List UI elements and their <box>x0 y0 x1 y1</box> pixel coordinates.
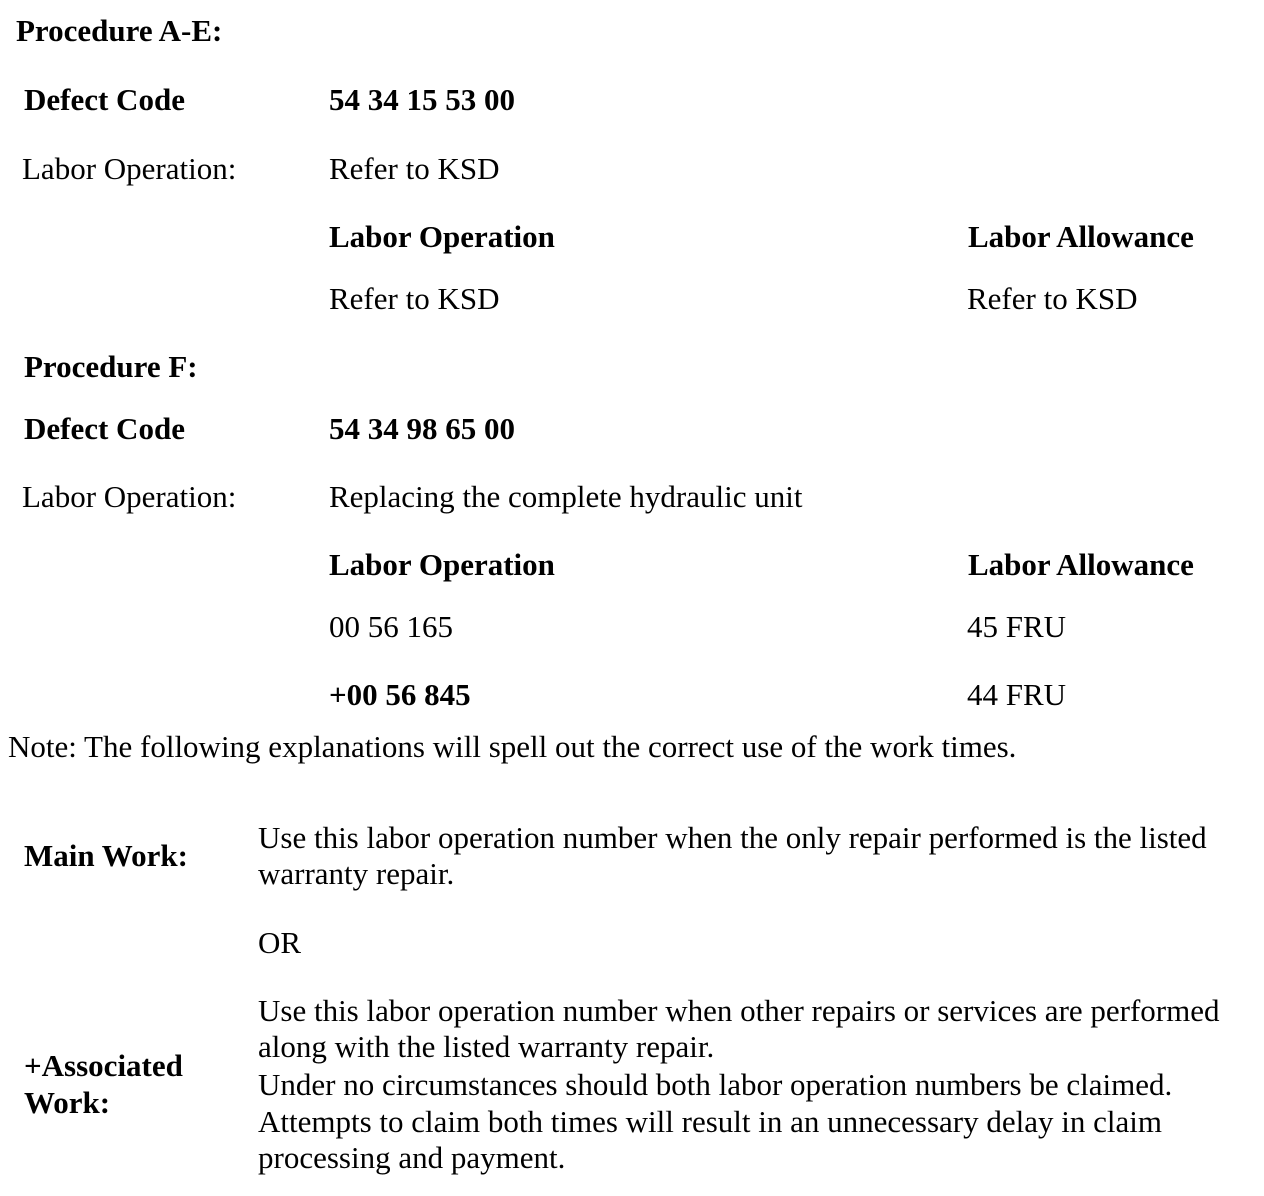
table-header-allowance: Labor Allowance <box>968 547 1194 582</box>
note-text: Note: The following explanations will spell out the correct use of the work times. <box>8 729 1017 764</box>
labor-operation-value: Refer to KSD <box>329 151 500 186</box>
table-cell-allowance: 44 FRU <box>967 677 1067 712</box>
associated-work-label-line2: Work: <box>24 1085 111 1120</box>
procedure-ae-title: Procedure A-E: <box>16 13 223 48</box>
defect-code-value: 54 34 15 53 00 <box>329 82 515 117</box>
table-cell-operation: +00 56 845 <box>329 677 471 712</box>
table-header-operation: Labor Operation <box>329 219 555 254</box>
defect-code-label: Defect Code <box>24 82 185 117</box>
main-work-label: Main Work: <box>24 838 188 873</box>
defect-code-label: Defect Code <box>24 411 185 446</box>
table-cell-allowance: Refer to KSD <box>967 281 1138 316</box>
main-work-text: Use this labor operation number when the only repair performed is the listed warranty repair. <box>258 820 1207 891</box>
table-header-operation: Labor Operation <box>329 547 555 582</box>
associated-work-label-line1: +Associated <box>24 1048 183 1083</box>
associated-work-warning-line1: Under no circumstances should both labor operation numbers be claimed. <box>258 1067 1173 1102</box>
procedure-f-title: Procedure F: <box>24 349 198 384</box>
associated-work-text: Use this labor operation number when other repairs or services are performed along with the listed warranty repair. <box>258 993 1220 1064</box>
defect-code-value: 54 34 98 65 00 <box>329 411 515 446</box>
labor-operation-label: Labor Operation: <box>22 479 237 514</box>
labor-operation-value: Replacing the complete hydraulic unit <box>329 479 803 514</box>
table-header-allowance: Labor Allowance <box>968 219 1194 254</box>
or-text: OR <box>258 925 302 960</box>
labor-operation-label: Labor Operation: <box>22 151 237 186</box>
table-cell-operation: 00 56 165 <box>329 609 453 644</box>
associated-work-warning-line2: Attempts to claim both times will result in an unnecessary delay in claim processing and payment. <box>258 1104 1162 1175</box>
table-cell-operation: Refer to KSD <box>329 281 500 316</box>
table-cell-allowance: 45 FRU <box>967 609 1067 644</box>
